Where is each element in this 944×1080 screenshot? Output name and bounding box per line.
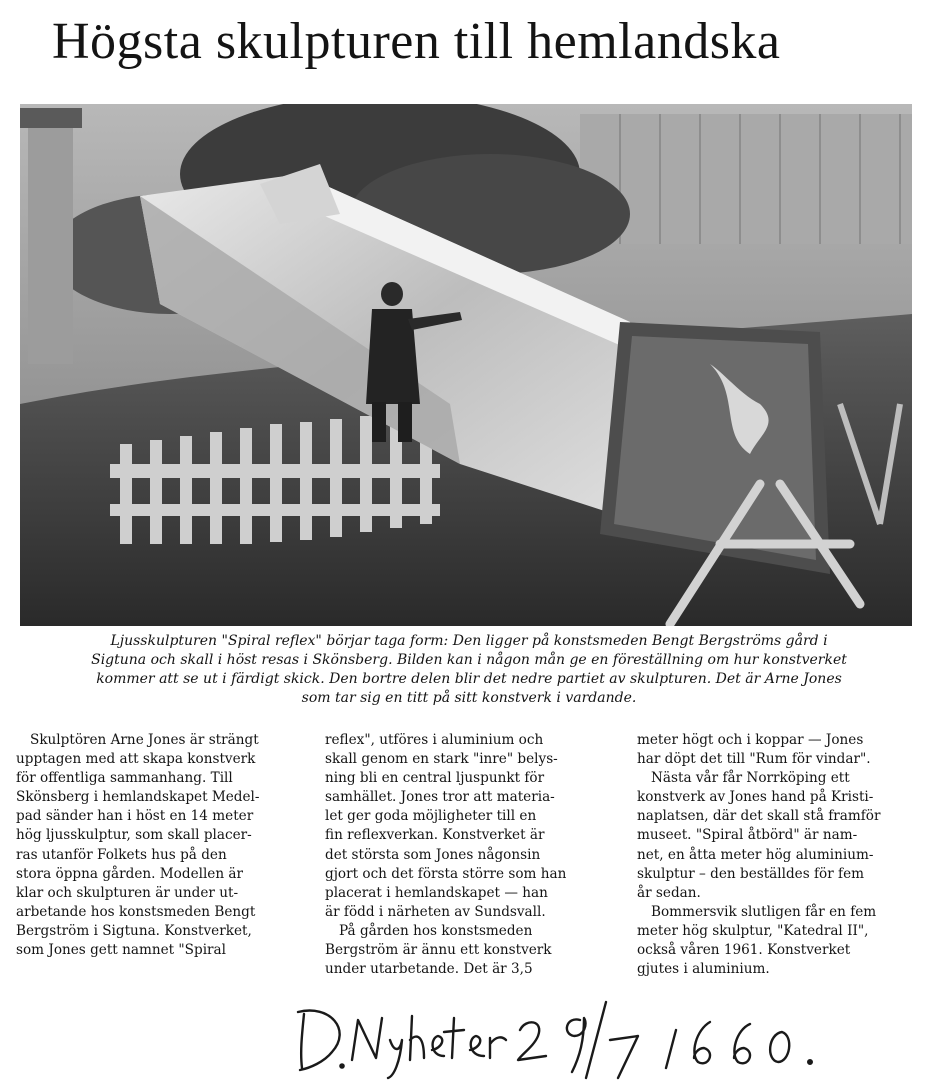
article-line: fin reflexverkan. Konstverket är — [325, 827, 545, 844]
article-line: naplatsen, där det skall stå framför — [637, 808, 881, 825]
article-line: under utarbetande. Det är 3,5 — [325, 961, 533, 978]
article-line: museet. "Spiral åtbörd" är nam- — [637, 827, 858, 844]
article-line: upptagen med att skapa konstverk — [16, 751, 256, 768]
article-line: är född i närheten av Sundsvall. — [325, 903, 546, 920]
headline: Högsta skulpturen till hemlandska — [52, 13, 781, 70]
sculpture-photo — [20, 104, 912, 626]
article-line: skall genom en stark "inre" belys- — [325, 751, 558, 768]
article-column-3 — [637, 731, 913, 979]
article-line: Skönsberg i hemlandskapet Medel- — [16, 789, 260, 806]
article-line: hög ljusskulptur, som skall placer- — [16, 827, 252, 844]
article-line: net, en åtta meter hög aluminium- — [637, 846, 874, 863]
article-column-1 — [16, 731, 292, 960]
article-line: gjort och det första större som han — [325, 865, 567, 882]
article-column-2 — [325, 731, 601, 979]
article-line: för offentliga sammanhang. Till — [16, 770, 233, 787]
article-line: ras utanför Folkets hus på den — [16, 846, 227, 863]
caption-line: Ljusskulpturen "Spiral reflex" börjar taga form: Den ligger på konstsmeden Bengt Bergströms gård i — [110, 633, 828, 649]
article-line: stora öppna gården. Modellen är — [16, 865, 244, 882]
article-line: skulptur – den beställdes för fem — [637, 865, 865, 882]
article-line: år sedan. — [637, 884, 701, 901]
article-line: också våren 1961. Konstverket — [637, 942, 851, 959]
article-line: gjutes i aluminium. — [637, 961, 770, 978]
article-line: arbetande hos konstsmeden Bengt — [16, 903, 256, 920]
article-line: På gården hos konstsmeden — [339, 922, 533, 939]
article-line: Skulptören Arne Jones är strängt — [30, 732, 259, 748]
article-body — [0, 731, 944, 991]
photo-caption — [18, 632, 920, 708]
caption-line: Sigtuna och skall i höst resas i Skönsberg. Bilden kan i någon mån ge en föreställning om hur konstverket — [91, 652, 847, 668]
article-line: meter högt och i koppar — Jones — [637, 732, 864, 748]
caption-line: som tar sig en titt på sitt konstverk i vardande. — [301, 690, 637, 706]
article-line: det största som Jones någonsin — [325, 846, 541, 863]
article-line: let ger goda möjligheter till en — [325, 808, 537, 825]
article-line: som Jones gett namnet "Spiral — [16, 942, 226, 959]
article-line: Nästa vår får Norrköping ett — [651, 770, 850, 787]
article-line: placerat i hemlandskapet — han — [325, 884, 548, 901]
article-line: Bergström i Sigtuna. Konstverket, — [16, 922, 252, 939]
article-line: konstverk av Jones hand på Kristi- — [637, 789, 874, 806]
article-line: klar och skulpturen är under ut- — [16, 884, 239, 901]
article-line: Bommersvik slutligen får en fem — [651, 903, 877, 920]
article-line: reflex", utföres i aluminium och — [325, 732, 544, 748]
handwritten-signature — [290, 990, 850, 1080]
caption-line: kommer att se ut i färdigt skick. Den bortre delen blir det nedre partiet av skulpturen. Det är Arne Jones — [96, 671, 842, 687]
article-line: Bergström är ännu ett konstverk — [325, 942, 552, 959]
article-line: pad sänder han i höst en 14 meter — [16, 808, 254, 825]
article-line: samhället. Jones tror att materia- — [325, 789, 555, 806]
article-line: ning bli en central ljuspunkt för — [325, 770, 545, 787]
article-line: har döpt det till "Rum för vindar". — [637, 751, 871, 768]
article-line: meter hög skulptur, "Katedral II", — [637, 922, 869, 939]
